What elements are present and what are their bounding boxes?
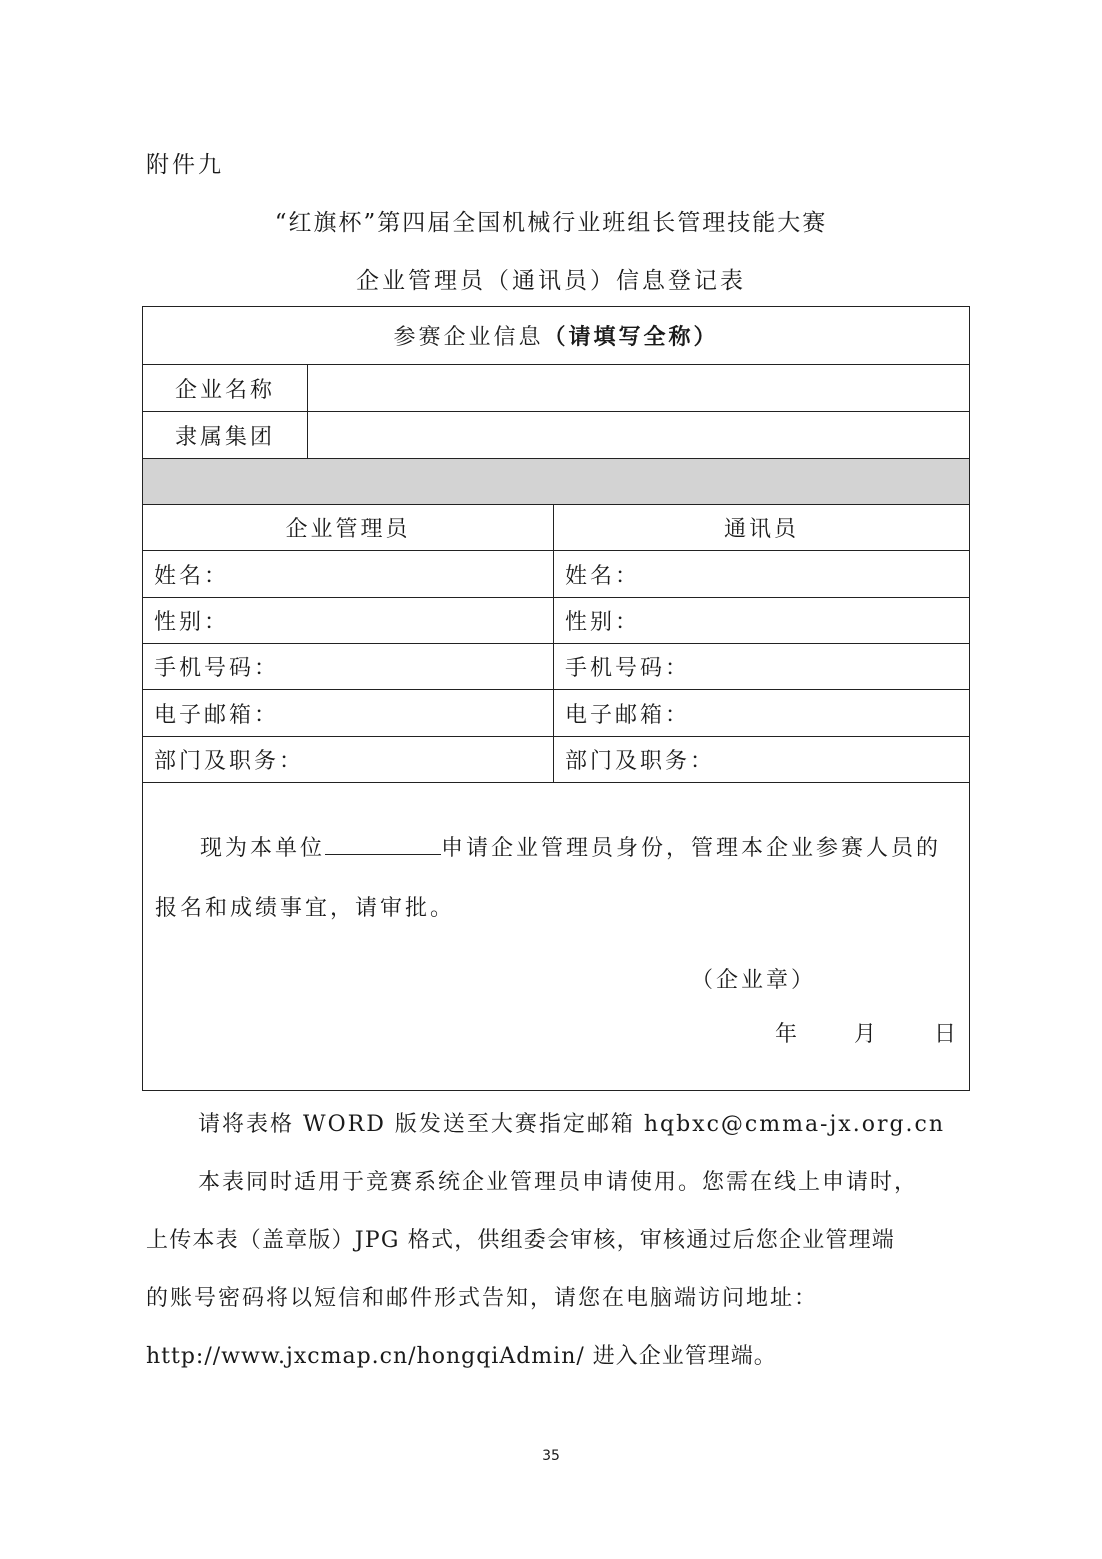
admin-name-field[interactable]: 姓名： [143, 551, 554, 597]
statement-line-2: 报名和成绩事宜，请审批。 [155, 896, 456, 921]
section-title-note: （请填写全称） [543, 324, 719, 350]
correspondent-header: 通讯员 [723, 517, 799, 542]
note-line-3: 上传本表（盖章版）JPG 格式，供组委会审核，审核通过后您企业管理端 [146, 1228, 895, 1253]
gray-separator-row [143, 459, 969, 505]
admin-email-field[interactable]: 电子邮箱： [143, 690, 554, 736]
admin-gender-field[interactable]: 性别： [143, 598, 554, 643]
note-line-4: 的账号密码将以短信和邮件形式告知，请您在电脑端访问地址： [146, 1286, 819, 1311]
correspondent-department-field[interactable]: 部门及职务： [565, 749, 716, 774]
group-row [143, 412, 969, 459]
company-name-row [143, 365, 969, 412]
correspondent-gender-field[interactable]: 性别： [565, 610, 641, 635]
gender-row [143, 598, 969, 644]
company-seal-label: （企业章） [691, 968, 817, 993]
page-number: 35 [542, 1448, 560, 1464]
note-line-5: http://www.jxcmap.cn/hongqiAdmin/ 进入企业管理端。 [146, 1344, 777, 1369]
form-title: 企业管理员（通讯员）信息登记表 [356, 268, 746, 294]
company-name-label: 企业名称 [143, 365, 308, 411]
note-line-1: 请将表格 WORD 版发送至大赛指定邮箱 hqbxc@cmma-jx.org.cn [198, 1112, 946, 1137]
phone-row [143, 644, 969, 690]
admin-header: 企业管理员 [143, 505, 554, 550]
statement-line-1 [155, 819, 957, 879]
date-month-label: 月 [854, 1022, 877, 1047]
department-row [143, 737, 969, 783]
group-field[interactable] [308, 412, 969, 458]
section-title-text: 参赛企业信息 [393, 325, 544, 350]
company-name-field[interactable] [308, 365, 969, 411]
correspondent-phone-field[interactable]: 手机号码： [565, 656, 691, 681]
contact-header-row [143, 505, 969, 551]
statement-prefix: 现为本单位 [200, 836, 326, 861]
correspondent-email-field[interactable]: 电子邮箱： [565, 702, 691, 728]
statement-suffix: 申请企业管理员身份，管理本企业参赛人员的 [441, 836, 942, 861]
statement-text [155, 819, 957, 939]
name-row [143, 551, 969, 598]
correspondent-name-field[interactable]: 姓名： [565, 563, 641, 589]
document-title: “红旗杯”第四届全国机械行业班组长管理技能大赛 [274, 210, 828, 236]
section-title [143, 307, 969, 364]
admin-department-field[interactable]: 部门及职务： [143, 737, 554, 782]
date-day-label: 日 [934, 1022, 957, 1047]
registration-form-table [142, 306, 970, 1091]
section-title-row [143, 307, 969, 365]
annex-label: 附件九 [146, 152, 224, 178]
statement-block [143, 783, 969, 1090]
admin-phone-field[interactable]: 手机号码： [143, 644, 554, 689]
unit-name-blank[interactable] [325, 832, 441, 855]
date-year-label: 年 [775, 1022, 798, 1047]
note-line-2: 本表同时适用于竞赛系统企业管理员申请使用。您需在线上申请时， [198, 1170, 919, 1195]
email-row [143, 690, 969, 737]
group-label: 隶属集团 [143, 412, 308, 458]
